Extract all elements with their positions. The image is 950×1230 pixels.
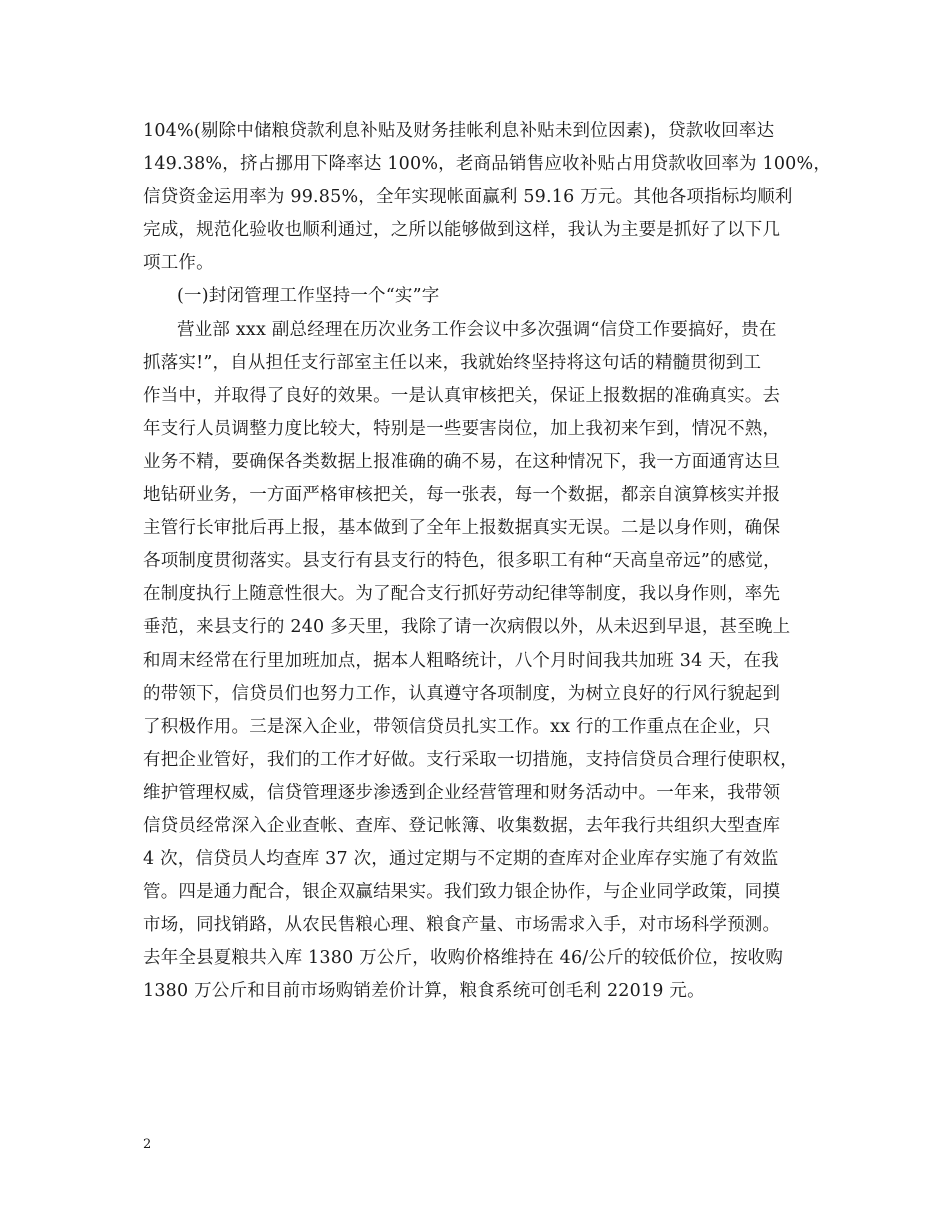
text-line: 主管行长审批后再上报，基本做到了全年上报数据真实无误。二是以身作则，确保 (143, 518, 781, 539)
text-line: 市场，同找销路，从农民售粮心理、粮食产量、市场需求入手，对市场科学预测。 (143, 915, 781, 936)
text-line: 在制度执行上随意性很大。为了配合支行抓好劳动纪律等制度，我以身作则，率先 (143, 584, 781, 605)
text-line: 1380 万公斤和目前市场购销差价计算，粮食系统可创毛利 22019 元。 (143, 981, 705, 1002)
text-line: 和周末经常在行里加班加点，据本人粗略统计，八个月时间我共加班 34 天，在我 (143, 650, 779, 671)
text-line: 地钻研业务，一方面严格审核把关，每一张表，每一个数据，都亲自演算核实并报 (143, 485, 781, 506)
text-line: 年支行人员调整力度比较大，特别是一些要害岗位，加上我初来乍到，情况不熟， (143, 418, 781, 439)
text-line: 去年全县夏粮共入库 1380 万公斤，收购价格维持在 46/公斤的较低价位，按收购 (143, 948, 784, 969)
section-heading: (一)封闭管理工作坚持一个“实”字 (177, 286, 440, 307)
text-line: 信贷资金运用率为 99.85%，全年实现帐面赢利 59.16 万元。其他各项指标均顺利 (143, 187, 793, 208)
text-line: 4 次，信贷员人均查库 37 次，通过定期与不定期的查库对企业库存实施了有效监 (143, 849, 779, 870)
text-line: 了积极作用。三是深入企业，带领信贷员扎实工作。xx 行的工作重点在企业，只 (143, 716, 771, 737)
text-line: 信贷员经常深入企业查帐、查库、登记帐簿、收集数据，去年我行共组织大型查库 (143, 815, 781, 836)
text-line: 各项制度贯彻落实。县支行有县支行的特色，很多职工有种“天高皇帝远”的感觉， (143, 551, 781, 572)
paragraph-first-line: 营业部 xxx 副总经理在历次业务工作会议中多次强调“信贷工作要搞好，贵在 (177, 319, 777, 340)
text-line: 的带领下，信贷员们也努力工作，认真遵守各项制度，为树立良好的行风行貌起到 (143, 683, 781, 704)
text-line: 项工作。 (143, 253, 214, 274)
text-line: 抓落实!”，自从担任支行部室主任以来，我就始终坚持将这句话的精髓贯彻到工 (143, 352, 762, 373)
page-number: 2 (143, 1137, 152, 1152)
text-line: 管。四是通力配合，银企双赢结果实。我们致力银企协作，与企业同学政策，同摸 (143, 882, 781, 903)
text-line: 104%(剔除中储粮贷款利息补贴及财务挂帐利息补贴未到位因素)，贷款收回率达 (143, 121, 775, 141)
text-line: 有把企业管好，我们的工作才好做。支行采取一切措施，支持信贷员合理行使职权， (143, 749, 798, 770)
text-line: 垂范，来县支行的 240 多天里，我除了请一次病假以外，从未迟到早退，甚至晚上 (143, 617, 791, 638)
text-line: 完成，规范化验收也顺利通过，之所以能够做到这样，我认为主要是抓好了以下几 (143, 220, 781, 241)
text-line: 维护管理权威，信贷管理逐步渗透到企业经营管理和财务活动中。一年来，我带领 (143, 782, 781, 803)
text-line: 149.38%，挤占挪用下降率达 100%，老商品销售应收补贴占用贷款收回率为 100%， (143, 154, 832, 175)
text-line: 作当中，并取得了良好的效果。一是认真审核把关，保证上报数据的准确真实。去 (143, 385, 781, 406)
body-text (143, 115, 832, 1009)
text-line: 业务不精，要确保各类数据上报准确的确不易，在这种情况下，我一方面通宵达旦 (143, 451, 781, 472)
